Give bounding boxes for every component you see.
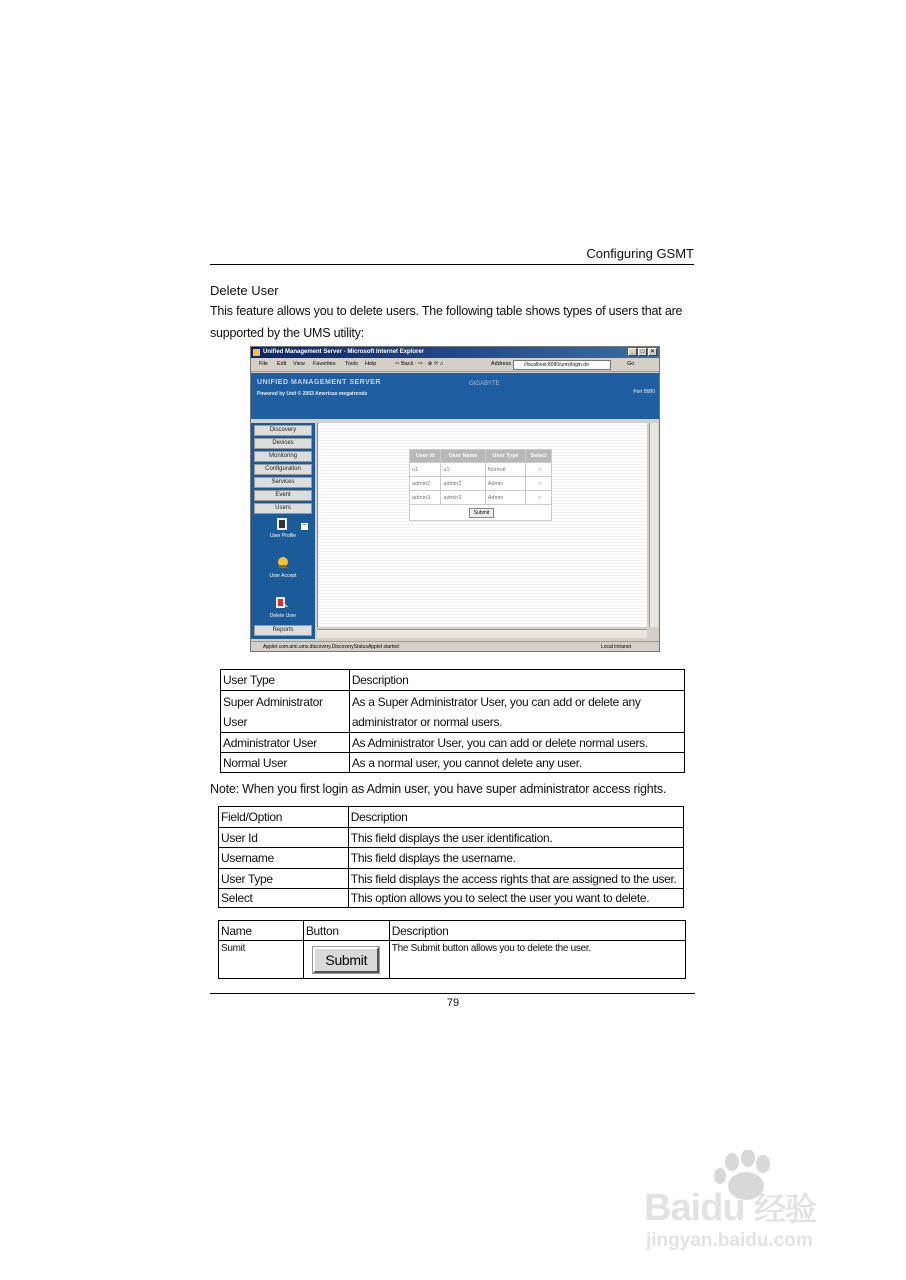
user-accept-icon[interactable] — [276, 556, 290, 570]
ums-screenshot — [250, 346, 660, 652]
select-radio[interactable]: ○ — [526, 477, 552, 491]
cell: Normal — [485, 463, 526, 477]
go-button[interactable]: Go — [627, 361, 635, 367]
menu-edit[interactable]: Edit — [277, 361, 287, 367]
cell-desc: This field displays the access rights that are assigned to the user. — [348, 869, 683, 889]
cell-field: User Type — [219, 869, 349, 889]
menu-tools[interactable]: Tools — [345, 361, 358, 367]
col-user-name: User Name — [441, 450, 485, 463]
col-user-type: User Type — [485, 450, 526, 463]
table-row — [221, 733, 685, 753]
vertical-scrollbar[interactable] — [649, 423, 658, 627]
cell-name: Sumit — [219, 941, 304, 979]
note-text: Note: When you first login as Admin user, you have super administrator access rights. — [210, 782, 667, 796]
cell: admin2 — [441, 477, 485, 491]
nav-discovery[interactable]: Discovery — [254, 425, 312, 436]
header-description: Description — [389, 921, 685, 941]
button-table — [218, 920, 686, 979]
delete-user-table — [409, 449, 552, 521]
close-icon[interactable]: × — [648, 348, 657, 356]
nav-monitoring[interactable]: Monitoring — [254, 451, 312, 462]
user-accept-label[interactable]: User Accept — [269, 573, 297, 579]
cell-desc: As a Super Administrator User, you can add or delete any — [351, 694, 641, 709]
cell: Admin — [485, 491, 526, 505]
page-number: 79 — [446, 997, 460, 1009]
fields-table — [218, 806, 684, 908]
table-row — [219, 889, 684, 908]
menu-bar — [251, 358, 659, 372]
menu-view[interactable]: View — [293, 361, 305, 367]
baidu-watermark — [644, 1150, 854, 1260]
status-bar — [251, 641, 659, 652]
nav-reports[interactable]: Reports — [254, 625, 312, 636]
table-row — [219, 848, 684, 869]
table-row — [410, 463, 552, 477]
user-types-table — [220, 669, 685, 773]
cell: u1 — [410, 463, 441, 477]
nav-sidebar — [251, 423, 315, 639]
watermark-brand: Baidu — [644, 1187, 745, 1229]
watermark-url: jingyan.baidu.com — [646, 1230, 813, 1251]
table-row — [221, 753, 685, 773]
banner-logo: GIGABYTE — [469, 381, 500, 387]
cell-desc: The Submit button allows you to delete the user. — [389, 941, 685, 979]
cell: admin2 — [410, 477, 441, 491]
cell-desc: administrator or normal users. — [351, 714, 503, 729]
header-user-type: User Type — [221, 670, 350, 691]
nav-configuration[interactable]: Configuration — [254, 464, 312, 475]
select-radio[interactable]: ○ — [526, 491, 552, 505]
menu-favorites[interactable]: Favorites — [313, 361, 336, 367]
user-profile-label[interactable]: User Profile — [269, 533, 297, 539]
select-radio[interactable]: ○ — [526, 463, 552, 477]
cell-field: User Id — [219, 828, 349, 848]
col-user-id: User Id — [410, 450, 441, 463]
cell-type: User — [223, 714, 248, 729]
menu-help[interactable]: Help — [365, 361, 377, 367]
running-header: Configuring GSMT — [586, 246, 694, 261]
cell-field: Select — [219, 889, 349, 908]
maximize-icon[interactable]: □ — [638, 348, 647, 356]
section-title: Delete User — [210, 283, 279, 298]
back-button[interactable]: ⇦ Back · ⇨ · ⊗ ⟳ ⌂ — [395, 361, 444, 367]
banner-subtitle: Powered by Unit © 2003 Americas megatrends — [257, 391, 368, 397]
nav-users[interactable]: Users — [254, 503, 312, 514]
table-row — [219, 828, 684, 848]
status-text: Applet com.ami.ums.discovery.DiscoveryStatusApplet started — [263, 644, 399, 650]
cell: Admin — [485, 477, 526, 491]
cell-desc: This field displays the username. — [348, 848, 683, 869]
delete-user-icon[interactable] — [275, 595, 289, 609]
minimize-icon[interactable]: _ — [628, 348, 637, 356]
header-description: Description — [348, 807, 683, 828]
intro-line: This feature allows you to delete users. The following table shows types of users that are — [210, 304, 683, 318]
window-titlebar — [251, 347, 659, 358]
header-description: Description — [349, 670, 684, 691]
col-select: Select — [526, 450, 552, 463]
header-button: Button — [303, 921, 389, 941]
nav-event[interactable]: Event — [254, 490, 312, 501]
cell-type: Normal User — [221, 753, 350, 773]
user-profile-icon[interactable] — [275, 517, 289, 531]
ie-icon — [253, 349, 260, 356]
cell-desc: This option allows you to select the user you want to delete. — [348, 889, 683, 908]
delete-user-label[interactable]: Delete User — [269, 613, 297, 619]
intro-line: supported by the UMS utility: — [210, 326, 364, 340]
menu-file[interactable]: File — [259, 361, 268, 367]
cell-field: Username — [219, 848, 349, 869]
address-label: Address — [491, 361, 512, 367]
watermark-cn: 经验 — [754, 1191, 817, 1227]
header-name: Name — [219, 921, 304, 941]
collapse-icon[interactable]: – — [302, 522, 307, 528]
address-input[interactable]: //localhost:8080/ums/login.do — [513, 360, 611, 370]
header-rule — [210, 264, 694, 265]
table-row — [221, 691, 685, 733]
header-field: Field/Option — [219, 807, 349, 828]
zone-text: Local intranet — [600, 644, 631, 650]
nav-devices[interactable]: Devices — [254, 438, 312, 449]
cell-type: Super Administrator — [223, 694, 323, 709]
nav-services[interactable]: Services — [254, 477, 312, 488]
cell-type: Administrator User — [221, 733, 350, 753]
cell: admin3 — [441, 491, 485, 505]
back-label: Back — [401, 361, 414, 367]
banner-port: Port 8080 — [633, 389, 655, 395]
cell-desc: As Administrator User, you can add or delete normal users. — [349, 733, 684, 753]
app-banner — [251, 373, 659, 419]
window-title: Unified Management Server - Microsoft Internet Explorer — [263, 349, 425, 355]
cell: admin3 — [410, 491, 441, 505]
cell-desc: As a normal user, you cannot delete any user. — [349, 753, 684, 773]
submit-button[interactable]: Submit — [469, 508, 495, 518]
table-row — [219, 869, 684, 889]
submit-button-sample[interactable]: Submit — [313, 947, 379, 973]
table-row — [410, 491, 552, 505]
cell-desc: This field displays the user identification. — [348, 828, 683, 848]
intro-paragraph — [210, 300, 694, 344]
horizontal-scrollbar[interactable] — [317, 629, 647, 638]
cell: u1 — [441, 463, 485, 477]
table-row — [410, 477, 552, 491]
table-row — [219, 941, 686, 979]
banner-title: UNIFIED MANAGEMENT SERVER — [257, 379, 381, 386]
footer-rule — [210, 993, 695, 994]
